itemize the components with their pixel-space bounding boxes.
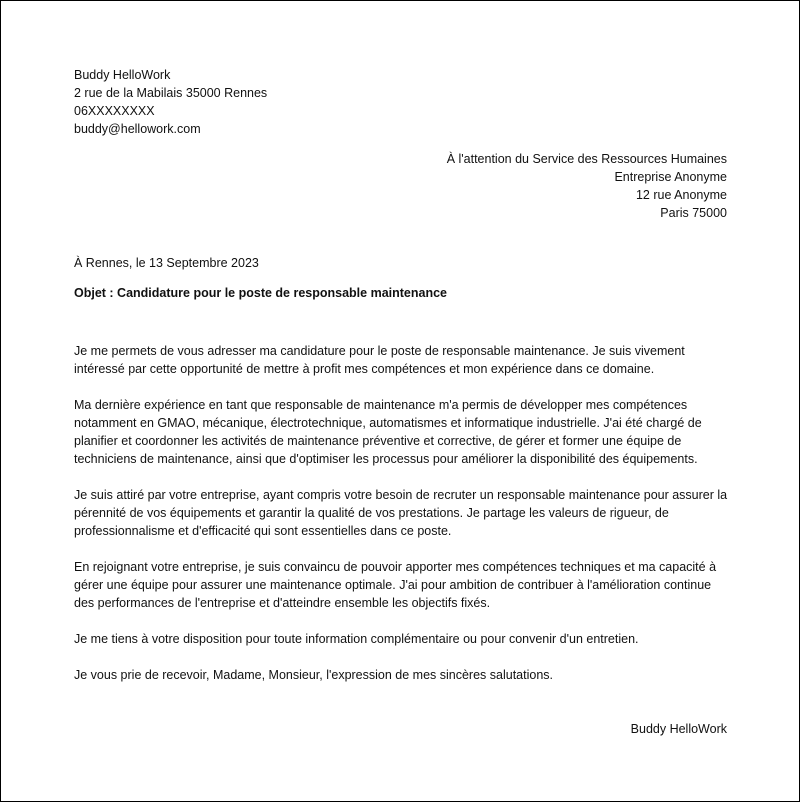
recipient-block <box>447 150 727 222</box>
sender-block <box>74 66 267 138</box>
sender-name: Buddy HelloWork <box>74 68 171 82</box>
sender-email: buddy@hellowork.com <box>74 122 201 136</box>
body-paragraph: Je me tiens à votre disposition pour toute information complémentaire ou pour convenir d'un entretien. <box>74 632 639 646</box>
body-paragraph: Je vous prie de recevoir, Madame, Monsieur, l'expression de mes sincères salutations. <box>74 668 554 682</box>
subject-line: Objet : Candidature pour le poste de responsable maintenance <box>74 286 447 300</box>
signature: Buddy HelloWork <box>630 722 727 736</box>
recipient-city: Paris 75000 <box>660 206 727 220</box>
body-paragraph: Je suis attiré par votre entreprise, ayant compris votre besoin de recruter un responsable maintenance pour assurer la pérennité de vos équipements et garantir la qualité de vos prestations. Je partage les valeurs de rigueur, de professionnalisme et d'efficacité qui sont essentielles dans ce poste. <box>74 488 728 538</box>
date-line: À Rennes, le 13 Septembre 2023 <box>74 256 259 270</box>
body-paragraph: En rejoignant votre entreprise, je suis convaincu de pouvoir apporter mes compétences techniques et ma capacité à gérer une équipe pour assurer une maintenance optimale. J'ai pour ambition de contribuer à l'amélioration continue des performances de l'entreprise et d'atteindre ensemble les objectifs fixés. <box>74 560 717 610</box>
recipient-street: 12 rue Anonyme <box>635 188 727 202</box>
recipient-attention: À l'attention du Service des Ressources Humaines <box>446 152 727 166</box>
sender-address: 2 rue de la Mabilais 35000 Rennes <box>74 86 268 100</box>
body-paragraph: Je me permets de vous adresser ma candidature pour le poste de responsable maintenance. Je suis vivement intéressé par cette opportunité de mettre à profit mes compétences et mon expérience dans ce domaine. <box>74 344 685 376</box>
letter-body <box>74 342 734 702</box>
sender-phone: 06XXXXXXXX <box>74 104 155 118</box>
recipient-company: Entreprise Anonyme <box>614 170 727 184</box>
body-paragraph: Ma dernière expérience en tant que responsable de maintenance m'a permis de développer mes compétences notamment en GMAO, mécanique, électrotechnique, automatismes et informatique industrielle. J'ai été chargé de planifier et coordonner les activités de maintenance préventive et corrective, de gérer et former une équipe de techniciens de maintenance, ainsi que d'optimiser les processus pour améliorer la disponibilité des équipements. <box>74 398 702 466</box>
